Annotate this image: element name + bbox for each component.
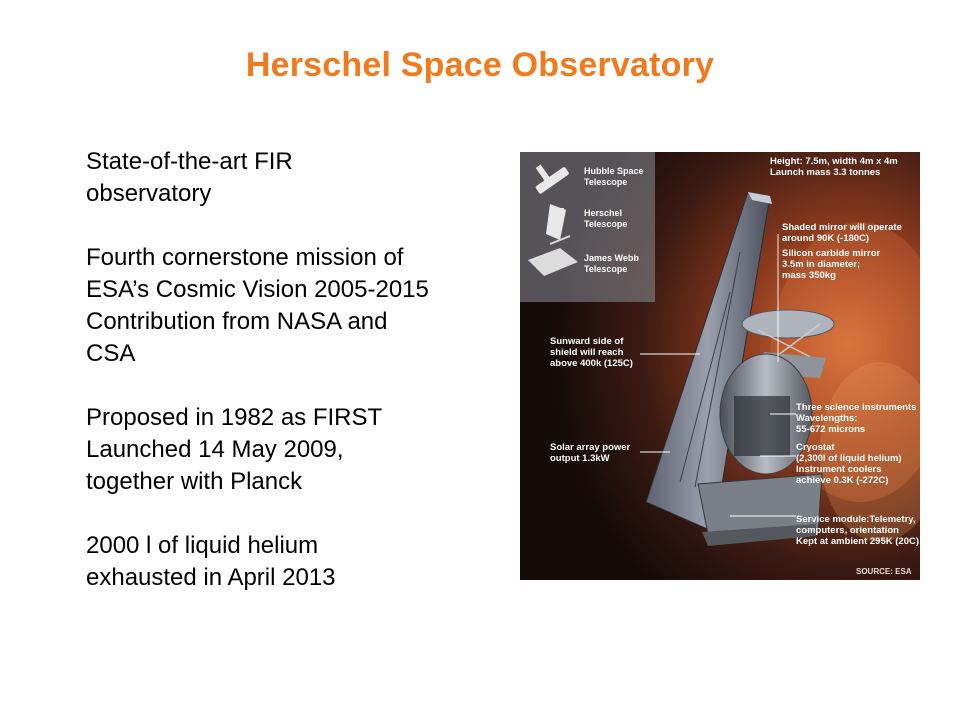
text-line: State-of-the-art FIR bbox=[86, 148, 293, 175]
inset-label-herschel: Herschel Telescope bbox=[584, 208, 628, 229]
annotation-solar-array: Solar array power output 1.3kW bbox=[550, 442, 631, 464]
annotation-mirror: Silicon carbide mirror 3.5m in diameter; mass 350kg bbox=[782, 248, 881, 281]
text-line: Launched 14 May 2009, bbox=[86, 436, 344, 463]
text-line: exhausted in April 2013 bbox=[86, 564, 336, 591]
herschel-diagram bbox=[520, 152, 920, 580]
bullet-helium bbox=[86, 530, 506, 594]
text-line: Fourth cornerstone mission of bbox=[86, 244, 404, 271]
bullet-launch bbox=[86, 402, 506, 498]
text-line: Contribution from NASA and bbox=[86, 308, 388, 335]
slide-title: Herschel Space Observatory bbox=[245, 46, 715, 84]
inset-label-hubble: Hubble Space Telescope bbox=[584, 166, 644, 187]
text-line: together with Planck bbox=[86, 468, 303, 495]
annotation-instruments: Three science instruments Wavelengths: 55-672 microns bbox=[796, 402, 917, 435]
slide-body bbox=[86, 146, 506, 594]
bullet-fir bbox=[86, 146, 506, 210]
annotation-service-module: Service module:Telemetry, computers, orientation Kept at ambient 295K (20C) bbox=[796, 514, 920, 547]
annotation-mirror-temperature: Shaded mirror will operate around 90K (-180C) bbox=[782, 222, 902, 244]
annotation-sunward-shield: Sunward side of shield will reach above 400k (125C) bbox=[550, 336, 633, 369]
inset-label-webb: James Webb Telescope bbox=[584, 253, 639, 274]
text-line: observatory bbox=[86, 180, 212, 207]
text-line: 2000 l of liquid helium bbox=[86, 532, 319, 559]
text-line: CSA bbox=[86, 340, 136, 367]
annotation-cryostat: Cryostat (2,300l of liquid helium) Instrument coolers achieve 0.3K (-272C) bbox=[796, 442, 902, 486]
text-line: Proposed in 1982 as FIRST bbox=[86, 404, 383, 431]
annotation-height: Height: 7.5m, width 4m x 4m Launch mass 3.3 tonnes bbox=[770, 156, 898, 178]
bullet-cosmic-vision bbox=[86, 242, 506, 370]
herschel-diagram-svg bbox=[520, 152, 920, 580]
text-line: ESA’s Cosmic Vision 2005-2015 bbox=[86, 276, 429, 303]
figure-source: SOURCE: ESA bbox=[856, 567, 912, 576]
